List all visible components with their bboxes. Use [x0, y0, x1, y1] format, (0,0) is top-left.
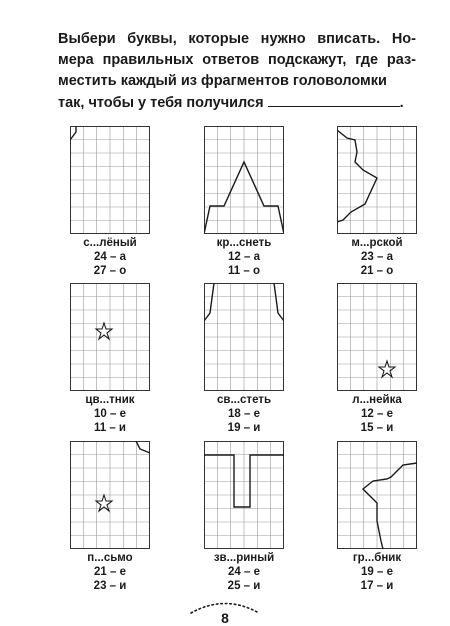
puzzle-fragment-1 — [70, 126, 150, 234]
page-number-badge — [185, 600, 265, 626]
card-option-1: 12 – а — [228, 251, 260, 263]
card-option-2: 25 – и — [227, 580, 261, 592]
card-option-1: 24 – е — [228, 566, 260, 578]
puzzle-card-2 — [204, 126, 284, 277]
answer-blank[interactable] — [268, 92, 400, 107]
card-word: п...сьмо — [87, 552, 133, 564]
puzzle-fragment-7 — [70, 441, 150, 549]
card-word: кр...снеть — [216, 237, 272, 249]
card-option-2: 21 – о — [360, 265, 394, 277]
puzzle-fragment-5 — [204, 283, 284, 391]
puzzle-card-3 — [337, 126, 417, 277]
puzzle-card-7 — [70, 441, 150, 592]
fragment-line — [204, 283, 214, 321]
task-instructions — [58, 29, 416, 114]
card-option-2: 15 – и — [360, 422, 394, 434]
puzzle-fragment-6 — [337, 283, 417, 391]
card-word: цв...тник — [85, 394, 135, 406]
instruction-end-period: . — [399, 95, 404, 111]
puzzle-card-5 — [204, 283, 284, 434]
puzzle-card-9 — [337, 441, 417, 592]
card-word: м...рской — [351, 237, 403, 249]
instruction-line-2: мера правильных ответов подскажут, где раз- — [58, 52, 416, 68]
card-option-2: 17 – и — [360, 580, 394, 592]
puzzle-fragment-3 — [337, 126, 417, 234]
card-word: л...нейка — [352, 394, 402, 406]
card-word: св...стеть — [216, 394, 272, 406]
card-option-1: 24 – а — [94, 251, 126, 263]
puzzle-card-8 — [204, 441, 284, 592]
instruction-line-4-text: так, чтобы у тебя получился — [58, 95, 264, 111]
fragment-line — [136, 441, 150, 453]
card-option-2: 27 – о — [93, 265, 127, 277]
puzzle-fragment-9 — [337, 441, 417, 549]
card-option-1: 18 – е — [228, 408, 260, 420]
card-option-2: 11 – о — [228, 265, 260, 277]
card-option-2: 11 – и — [93, 422, 126, 434]
card-option-1: 19 – е — [361, 566, 393, 578]
card-word: гр...бник — [352, 552, 402, 564]
instruction-line-3: местить каждый из фрагментов головоломки — [58, 73, 387, 89]
fragment-line — [274, 283, 284, 321]
instruction-line-1: Выбери буквы, которые нужно вписать. Но- — [58, 31, 416, 47]
card-option-2: 23 – и — [93, 580, 127, 592]
puzzle-fragment-2 — [204, 126, 284, 234]
fragment-line — [363, 463, 417, 549]
card-option-1: 10 – е — [94, 408, 126, 420]
card-option-1: 23 – а — [361, 251, 393, 263]
card-option-1: 12 – е — [361, 408, 393, 420]
puzzle-card-6 — [337, 283, 417, 434]
page-number: 8 — [221, 610, 229, 626]
puzzle-fragment-8 — [204, 441, 284, 549]
puzzle-card-1 — [70, 126, 150, 277]
puzzle-fragment-4 — [70, 283, 150, 391]
puzzle-card-4 — [70, 283, 150, 434]
star-icon — [96, 323, 112, 339]
instruction-line-4 — [58, 92, 416, 114]
card-option-1: 21 – е — [94, 566, 126, 578]
fragment-line — [337, 130, 377, 222]
card-option-2: 19 – и — [227, 422, 261, 434]
card-word: зв...риный — [213, 552, 275, 564]
card-word: с...лёный — [83, 237, 137, 249]
star-icon — [379, 361, 395, 377]
